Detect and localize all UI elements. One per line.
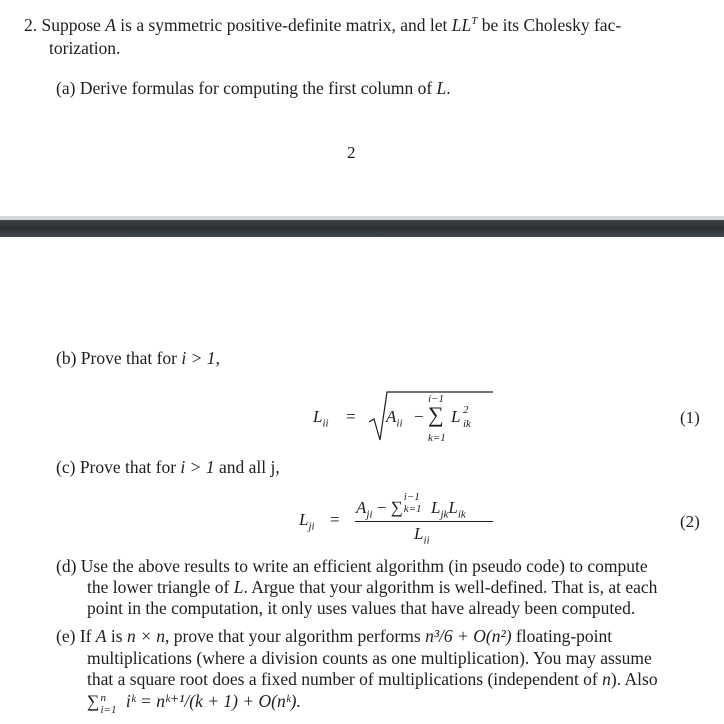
math-var: n [602, 669, 611, 689]
math-sub: ji [308, 520, 315, 533]
text-segment: ). Also [610, 669, 658, 689]
math-sup: i−1 [403, 491, 420, 503]
math-sub: ji [366, 508, 373, 521]
eq1-sum-bottom: k=1 [428, 432, 446, 444]
part-d-line2 [87, 576, 657, 598]
part-e-line1 [56, 625, 612, 647]
e-sum-limits [99, 692, 121, 716]
text-segment: be its Cholesky fac- [477, 15, 622, 35]
problem-number: 2. [24, 15, 38, 35]
math-expr: n × n [126, 626, 166, 646]
part-label: (b) [56, 348, 77, 368]
eq1-L-term [451, 407, 460, 427]
part-d-line1 [56, 555, 648, 577]
eq1-L-sup: 2 [463, 404, 469, 416]
math-var: L [299, 510, 309, 529]
eq1-L-sub: ik [463, 418, 471, 430]
text-segment: Prove that for [80, 348, 182, 368]
eq1-lhs [313, 407, 329, 430]
text-segment: and all j, [214, 457, 280, 477]
math-sub: ik [457, 508, 466, 521]
eq2-sum-limits [403, 491, 427, 515]
math-op: − [372, 498, 391, 517]
eq1-number: (1) [680, 408, 700, 427]
part-e-line4 [87, 690, 301, 716]
math-sub: jk [440, 508, 449, 521]
eq2-fraction-bar [355, 521, 493, 522]
text-segment: Derive formulas for computing the first column of [79, 78, 437, 98]
math-var: L [448, 498, 458, 517]
text-segment: that a square root does a fixed number of multiplications (independent of [87, 669, 603, 689]
math-sub: ii [396, 417, 403, 430]
text-segment: Prove that for [79, 457, 181, 477]
math-var: L [414, 524, 424, 543]
part-label: (a) [56, 78, 76, 98]
text-segment: Use the above results to write an efficient algorithm (in pseudo code) to compute [80, 556, 648, 576]
math-sum: ∑ [390, 498, 403, 517]
math-expr: iᵏ = nᵏ⁺¹/(k + 1) + O(nᵏ). [121, 691, 301, 711]
math-var: A [105, 15, 116, 35]
text-segment: is [106, 626, 127, 646]
eq1-sum-top: i−1 [428, 393, 444, 405]
eq2-numerator [356, 491, 466, 521]
math-var: L [430, 498, 441, 517]
eq1-sum-sign: ∑ [428, 402, 444, 427]
eq1-A-term [386, 407, 403, 430]
text-segment: . Argue that your algorithm is well-defined. That is, at each [243, 577, 658, 597]
math-sup: T [471, 15, 478, 28]
math-var: A [356, 498, 367, 517]
part-label: (c) [56, 457, 76, 477]
eq2-equals: = [330, 510, 340, 529]
part-label: (e) [56, 626, 76, 646]
math-sub: ii [322, 417, 329, 430]
math-var: A [95, 626, 107, 646]
math-sub: i=1 [100, 704, 117, 716]
math-var: L [451, 407, 461, 426]
text-segment: , prove that your algorithm performs [165, 626, 426, 646]
text-segment: the lower triangle of [87, 577, 234, 597]
problem-statement-line1 [24, 14, 621, 36]
text-segment: If [79, 626, 96, 646]
page-number: 2 [347, 143, 356, 162]
math-var: L [233, 577, 244, 597]
text-segment: , [215, 348, 220, 368]
eq1-equals: = [346, 407, 356, 426]
math-sum: ∑ [87, 691, 100, 711]
text-segment: . [446, 78, 451, 98]
eq2-denominator [414, 524, 430, 547]
math-var: A [386, 407, 397, 426]
part-b [56, 347, 220, 369]
math-sup: n [100, 692, 106, 704]
eq1-minus: − [414, 407, 424, 426]
math-condition: i > 1 [180, 457, 215, 477]
math-expr: n³/6 + O(n²) [425, 626, 512, 646]
text-segment: is a symmetric positive-definite matrix, and let [115, 15, 452, 35]
math-condition: i > 1 [181, 348, 216, 368]
eq2-number: (2) [680, 512, 700, 531]
page-break-divider [0, 220, 724, 237]
text-segment: floating-point [511, 626, 613, 646]
text-segment: Suppose [41, 15, 106, 35]
eq2-lhs [299, 510, 315, 533]
problem-statement-line2: torization. [49, 38, 121, 58]
part-c [56, 456, 280, 478]
math-sub: k=1 [403, 503, 422, 515]
part-e-line2: multiplications (where a division counts as one multiplication). You may assume [87, 648, 652, 668]
math-var: L [313, 407, 323, 426]
math-sub: ii [423, 534, 430, 547]
part-a [56, 77, 451, 99]
part-e-line3 [87, 668, 658, 690]
part-d-line3: point in the computation, it only uses values that have already been computed. [87, 598, 636, 618]
math-var: L [436, 78, 447, 98]
part-label: (d) [56, 556, 77, 576]
math-var: LL [451, 15, 472, 35]
